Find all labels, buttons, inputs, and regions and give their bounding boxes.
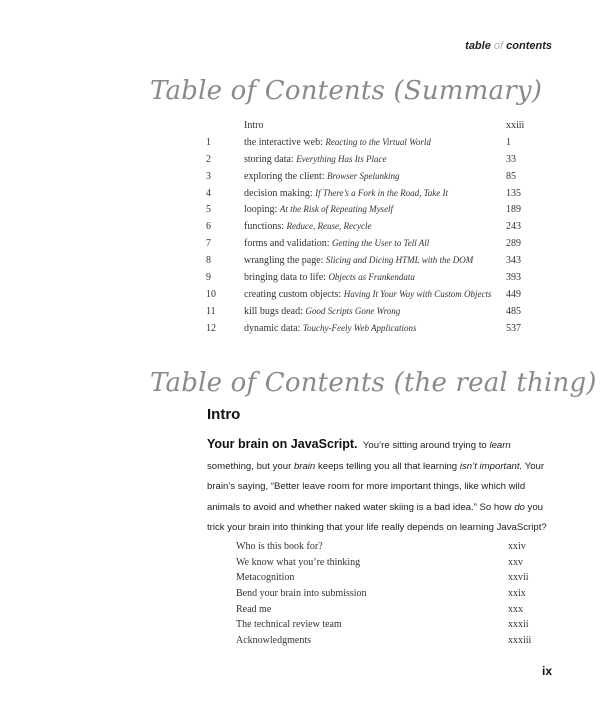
chapter-title bbox=[244, 134, 506, 151]
chapter-subtitle: Touchy-Feely Web Applications bbox=[302, 322, 417, 333]
summary-row[interactable] bbox=[196, 320, 536, 337]
chapter-subtitle: Everything Has Its Place bbox=[296, 153, 387, 164]
para-text-4: Your brain’s saying, “Better leave room for more important things, like which wild animals to avoid and whether naked water skiing is a bad idea.” So how bbox=[207, 460, 545, 513]
intro-toc-page: xxiv bbox=[508, 541, 526, 553]
chapter-subtitle: Good Scripts Gone Wrong bbox=[305, 305, 401, 316]
chapter-title bbox=[244, 185, 506, 202]
chapter-title bbox=[244, 252, 506, 269]
intro-toc-row[interactable] bbox=[236, 617, 536, 633]
chapter-page: 189 bbox=[506, 204, 521, 216]
para-text-3: keeps telling you all that learning bbox=[315, 460, 460, 472]
intro-toc-page: xxix bbox=[508, 588, 526, 600]
chapter-main: decision making: bbox=[244, 187, 313, 199]
chapter-number: 8 bbox=[206, 255, 211, 267]
para-emphasis-3: isn’t important. bbox=[459, 460, 523, 472]
chapter-page: 393 bbox=[506, 271, 521, 283]
summary-table bbox=[196, 117, 536, 337]
chapter-main: forms and validation: bbox=[244, 238, 330, 250]
para-text-2: something, but your bbox=[207, 460, 294, 472]
chapter-page: 33 bbox=[506, 153, 516, 165]
chapter-main: looping: bbox=[244, 204, 278, 216]
chapter-title bbox=[244, 218, 506, 235]
intro-toc-label: Read me bbox=[236, 603, 272, 615]
chapter-page: 135 bbox=[506, 187, 521, 199]
intro-toc-label: Acknowledgments bbox=[236, 634, 311, 646]
chapter-number: 10 bbox=[206, 288, 216, 300]
chapter-title bbox=[244, 151, 506, 168]
running-head bbox=[465, 40, 552, 52]
chapter-subtitle: Reduce, Reuse, Recycle bbox=[286, 221, 372, 232]
chapter-page: 85 bbox=[506, 170, 516, 182]
running-head-word-2: of bbox=[493, 40, 504, 52]
chapter-main: the interactive web: bbox=[244, 136, 323, 148]
intro-toc-label: The technical review team bbox=[236, 619, 342, 631]
chapter-subtitle: Getting the User to Tell All bbox=[332, 238, 430, 249]
summary-row-intro[interactable] bbox=[196, 117, 536, 134]
chapter-number: 2 bbox=[206, 153, 211, 165]
chapter-number: 5 bbox=[206, 204, 211, 216]
chapter-main: exploring the client: bbox=[244, 170, 325, 182]
chapter-title bbox=[244, 269, 506, 286]
intro-toc-page: xxxii bbox=[508, 619, 529, 631]
intro-toc-list bbox=[236, 539, 536, 648]
chapter-number: 4 bbox=[206, 187, 211, 199]
para-text-5: you trick your brain into thinking that your life really depends on learning JavaScript? bbox=[207, 501, 547, 533]
chapter-page: xxiii bbox=[506, 119, 525, 131]
chapter-title bbox=[244, 235, 506, 252]
summary-row[interactable] bbox=[196, 286, 536, 303]
para-emphasis-1: learn bbox=[489, 440, 511, 451]
intro-toc-label: We know what you’re thinking bbox=[236, 556, 361, 568]
summary-row[interactable] bbox=[196, 185, 536, 202]
running-head-word-1: table bbox=[465, 40, 491, 52]
chapter-page: 485 bbox=[506, 305, 521, 317]
chapter-subtitle: If There’s a Fork in the Road, Take It bbox=[315, 187, 449, 198]
summary-row[interactable] bbox=[196, 201, 536, 218]
intro-toc-page: xxv bbox=[508, 556, 523, 568]
summary-row[interactable] bbox=[196, 218, 536, 235]
chapter-page: 243 bbox=[506, 221, 521, 233]
chapter-number bbox=[196, 117, 244, 134]
intro-toc-label: Who is this book for? bbox=[236, 541, 323, 553]
chapter-title bbox=[244, 303, 506, 320]
chapter-main: dynamic data: bbox=[244, 322, 301, 334]
intro-toc-row[interactable] bbox=[236, 633, 536, 649]
chapter-subtitle: At the Risk of Repeating Myself bbox=[279, 204, 394, 215]
intro-toc-row[interactable] bbox=[236, 586, 536, 602]
chapter-number: 12 bbox=[206, 322, 216, 334]
chapter-main: wrangling the page: bbox=[244, 255, 324, 267]
chapter-page: 537 bbox=[506, 322, 521, 334]
chapter-main: creating custom objects: bbox=[244, 288, 342, 300]
chapter-main: kill bugs dead: bbox=[244, 305, 303, 317]
chapter-subtitle: Objects as Frankendata bbox=[328, 271, 415, 282]
chapter-main: bringing data to life: bbox=[244, 271, 326, 283]
running-head-word-3: contents bbox=[506, 40, 552, 52]
chapter-title bbox=[244, 320, 506, 337]
summary-row[interactable] bbox=[196, 269, 536, 286]
intro-toc-row[interactable] bbox=[236, 570, 536, 586]
para-text-1: You’re sitting around trying to bbox=[362, 440, 490, 451]
intro-toc-page: xxvii bbox=[508, 572, 529, 584]
chapter-subtitle: Slicing and Dicing HTML with the DOM bbox=[325, 255, 474, 266]
intro-toc-label: Metacognition bbox=[236, 572, 295, 584]
summary-row[interactable] bbox=[196, 168, 536, 185]
intro-toc-page: xxx bbox=[508, 603, 523, 615]
summary-row[interactable] bbox=[196, 151, 536, 168]
chapter-title bbox=[244, 168, 506, 185]
chapter-number: 3 bbox=[206, 170, 211, 182]
chapter-subtitle: Browser Spelunking bbox=[327, 170, 400, 181]
chapter-page: 289 bbox=[506, 238, 521, 250]
chapter-number: 6 bbox=[206, 221, 211, 233]
intro-toc-page: xxxiii bbox=[508, 634, 532, 646]
chapter-title bbox=[244, 286, 506, 303]
summary-row[interactable] bbox=[196, 235, 536, 252]
intro-lead: Your brain on JavaScript. bbox=[207, 437, 358, 451]
summary-row[interactable] bbox=[196, 134, 536, 151]
chapter-number: 1 bbox=[206, 136, 211, 148]
chapter-title bbox=[244, 201, 506, 218]
intro-toc-row[interactable] bbox=[236, 601, 536, 617]
intro-toc-row[interactable] bbox=[236, 539, 536, 555]
chapter-subtitle: Having It Your Way with Custom Objects bbox=[343, 288, 492, 299]
chapter-page: 449 bbox=[506, 288, 521, 300]
intro-paragraph bbox=[207, 434, 552, 539]
chapter-number: 9 bbox=[206, 271, 211, 283]
chapter-title: Intro bbox=[244, 119, 264, 131]
real-title: Table of Contents (the real thing) bbox=[150, 368, 597, 398]
chapter-number: 7 bbox=[206, 238, 211, 250]
para-emphasis-4: do bbox=[514, 501, 525, 513]
chapter-number: 11 bbox=[206, 305, 216, 317]
intro-toc-row[interactable] bbox=[236, 555, 536, 571]
summary-row[interactable] bbox=[196, 252, 536, 269]
summary-row[interactable] bbox=[196, 303, 536, 320]
intro-toc-label: Bend your brain into submission bbox=[236, 588, 367, 600]
page-number: ix bbox=[541, 664, 552, 678]
chapter-page: 343 bbox=[506, 255, 521, 267]
intro-heading: Intro bbox=[207, 406, 241, 423]
chapter-page: 1 bbox=[506, 136, 511, 148]
summary-title: Table of Contents (Summary) bbox=[150, 76, 543, 106]
chapter-main: functions: bbox=[244, 221, 284, 233]
chapter-main: storing data: bbox=[244, 153, 294, 165]
para-emphasis-2: brain bbox=[293, 460, 316, 472]
chapter-subtitle: Reacting to the Virtual World bbox=[325, 136, 431, 147]
